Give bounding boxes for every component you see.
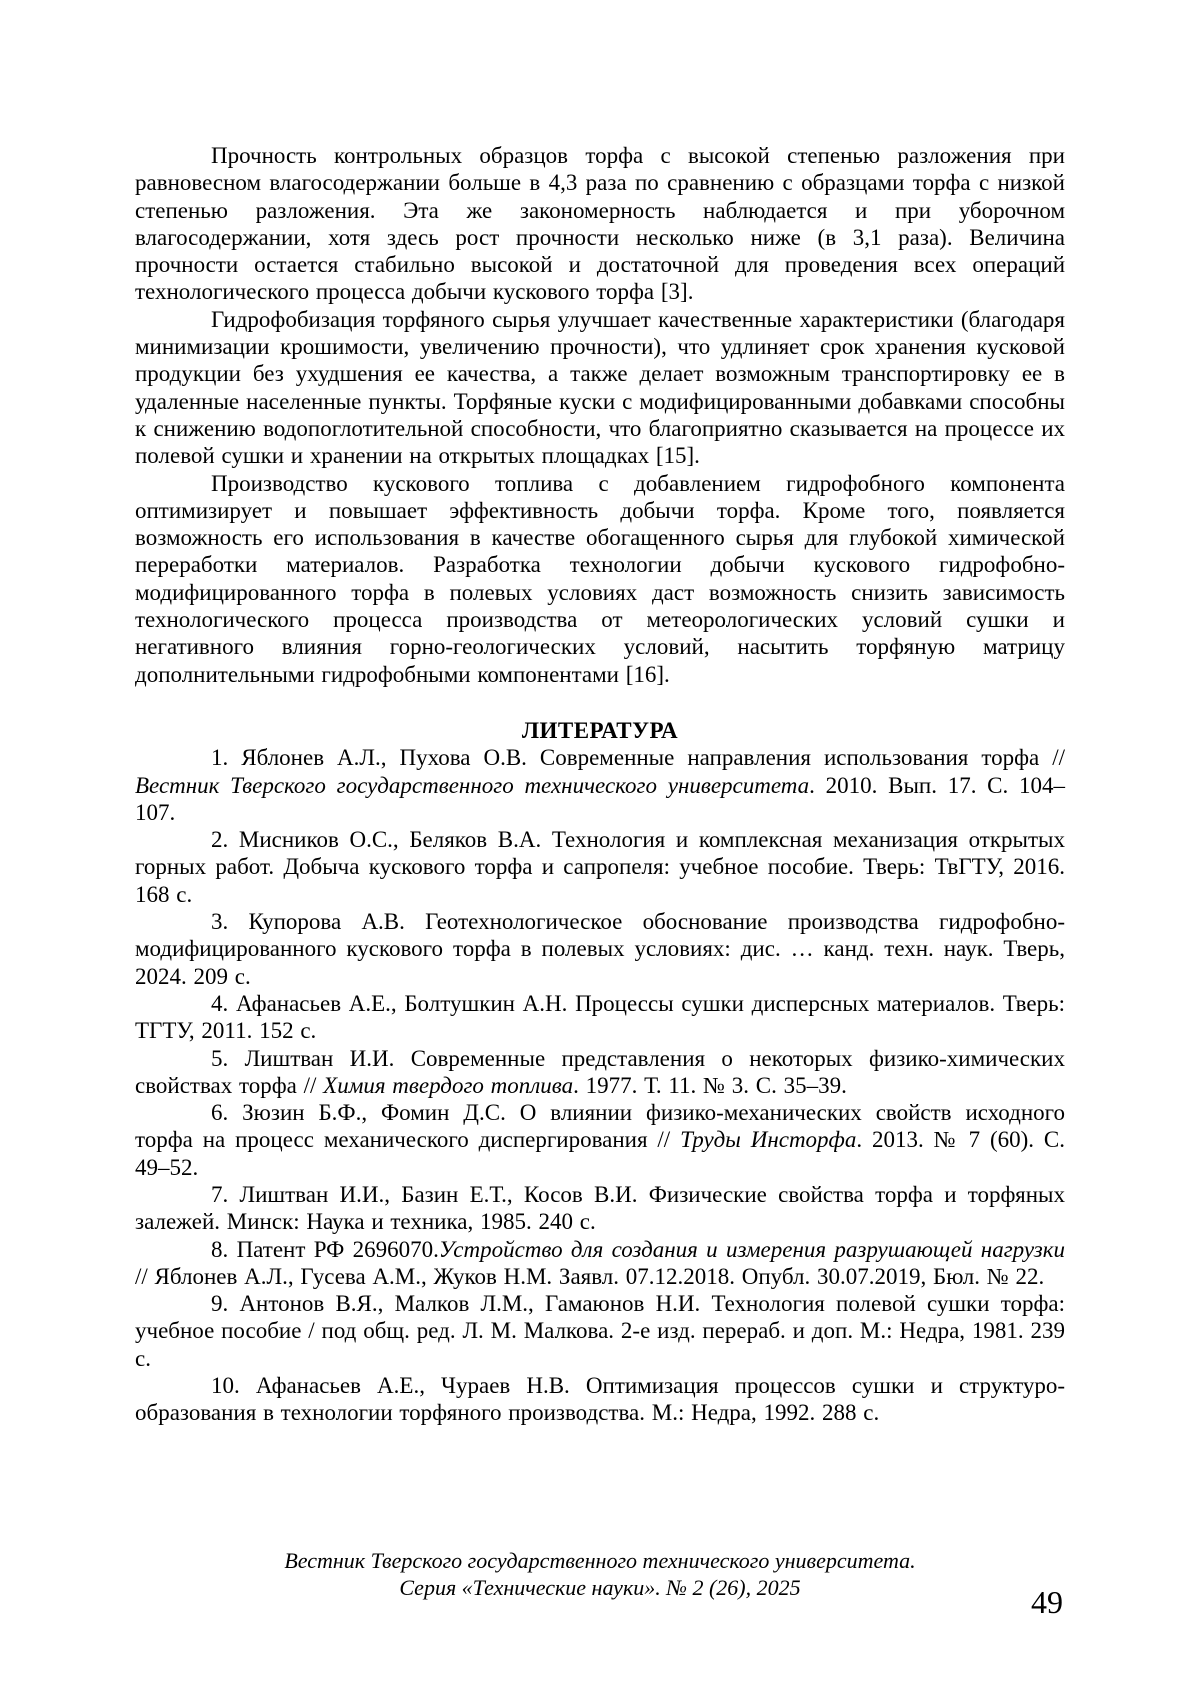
reference-text: . 1977. Т. 11. № 3. С. 35–39. (573, 1072, 847, 1098)
reference-text: 10. Афанасьев А.Е., Чураев Н.В. Оптимизация процессов сушки и структурообразования в технологии торфяного производства. М.: Недра, 1992. 288 с. (135, 1373, 1065, 1426)
reference-text: . 2010. Вып. 17. С. 104–107. (135, 772, 1065, 825)
reference-text: 7. Лиштван И.И., Базин Е.Т., Косов В.И. Физические свойства торфа и торфяных залежей. Минск: Наука и техника, 1985. 240 с. (135, 1181, 1065, 1235)
body-paragraph-hydrophobization: Гидрофобизация торфяного сырья улучшает качественные характеристики (благодаря минимизации крошимости, увеличению прочности), что удлиняет срок хранения кусковой продукции без ухудшения ее качества, а также делает возможным транспортировку ее в удаленные населенные пункты. Торфяные куски с модифицированными добавками способны к снижению водопоглотительной способности, что благоприятно сказывается на процессе их полевой сушки и хранении на открытых площадках [15]. (135, 306, 1065, 469)
journal-title-line: Вестник Тверского государственного технического университета. (284, 1548, 916, 1573)
reference-item (135, 1372, 1065, 1427)
reference-text: // Яблонев А.Л., Гусева А.М., Жуков Н.М. Заявл. 07.12.2018. Опубл. 30.07.2019, Бюл. № 22. (135, 1263, 1045, 1289)
reference-source-italic: Химия твердого топлива (323, 1072, 574, 1098)
reference-item (135, 908, 1065, 990)
reference-source-italic: Устройство для создания и измерения разрушающей нагрузки (438, 1236, 1065, 1262)
body-paragraph-strength: Прочность контрольных образцов торфа с высокой степенью разложения при равновесном влагосодержании больше в 4,3 раза по сравнению с образцами торфа с низкой степенью разложения. Эта же закономерность наблюдается и при уборочном влагосодержании, хотя здесь рост прочности несколько ниже (в 3,1 раза). Величина прочности остается стабильно высокой и достаточной для проведения всех операций технологического процесса добычи кускового торфа [3]. (135, 143, 1065, 305)
reference-text: . 2013. № 7 (60). С. 49–52. (135, 1127, 1065, 1180)
journal-footer (135, 1547, 1065, 1601)
reference-item (135, 990, 1065, 1045)
reference-source-italic: Вестник Тверского государственного технического университета (135, 772, 810, 798)
reference-source-italic: Труды Инсторфа (680, 1127, 857, 1153)
references-heading: ЛИТЕРАТУРА (521, 717, 679, 743)
reference-item (135, 1181, 1065, 1236)
reference-text: 6. Зюзин Б.Ф., Фомин Д.С. О влиянии физико-механических свойств исходного торфа на процесс механического диспергирования // (135, 1100, 1065, 1153)
reference-item (135, 744, 1065, 826)
reference-text: 1. Яблонев А.Л., Пухова О.В. Современные направления использования торфа // (211, 745, 1065, 771)
reference-item (135, 826, 1065, 908)
reference-text: 9. Антонов В.Я., Малков Л.М., Гамаюнов Н.И. Технология полевой сушки торфа: учебное пособие / под общ. ред. Л. М. Малкова. 2-е изд. перераб. и доп. М.: Недра, 1981. 239 с. (135, 1291, 1065, 1371)
reference-text: 2. Мисников О.С., Беляков В.А. Технология и комплексная механизация открытых горных работ. Добыча кускового торфа и сапропеля: учебное пособие. Тверь: ТвГТУ, 2016. 168 с. (135, 827, 1065, 907)
reference-text: 5. Лиштван И.И. Современные представления о некоторых физико-химических свойствах торфа // (135, 1045, 1065, 1098)
page-content (135, 142, 1065, 1427)
reference-item (135, 1045, 1065, 1100)
reference-text: 3. Купорова А.В. Геотехнологическое обоснование производства гидрофобно-модифицированного кускового торфа в полевых условиях: дис. … канд. техн. наук. Тверь, 2024. 209 с. (135, 909, 1065, 989)
reference-item (135, 1236, 1065, 1291)
reference-text: 8. Патент РФ 2696070. (211, 1236, 439, 1262)
references-list (135, 744, 1065, 1426)
journal-series-line: Серия «Технические науки». № 2 (26), 2025 (399, 1575, 801, 1600)
page-number: 49 (1031, 1584, 1063, 1620)
body-paragraph-production: Производство кускового топлива с добавлением гидрофобного компонента оптимизирует и повышает эффективность добычи торфа. Кроме того, появляется возможность его использования в качестве обогащенного сырья для глубокой химической переработки материалов. Разработка технологии добычи кускового гидрофобно-модифицированного торфа в полевых условиях даст возможность снизить зависимость технологического процесса производства от метеорологических условий сушки и негативного влияния горно-геологических условий, насытить торфяную матрицу дополнительными гидрофобными компонентами [16]. (135, 470, 1065, 687)
reference-text: 4. Афанасьев А.Е., Болтушкин А.Н. Процессы сушки дисперсных материалов. Тверь: ТГТУ, 2011. 152 с. (135, 990, 1065, 1044)
reference-item (135, 1099, 1065, 1181)
reference-item (135, 1290, 1065, 1372)
